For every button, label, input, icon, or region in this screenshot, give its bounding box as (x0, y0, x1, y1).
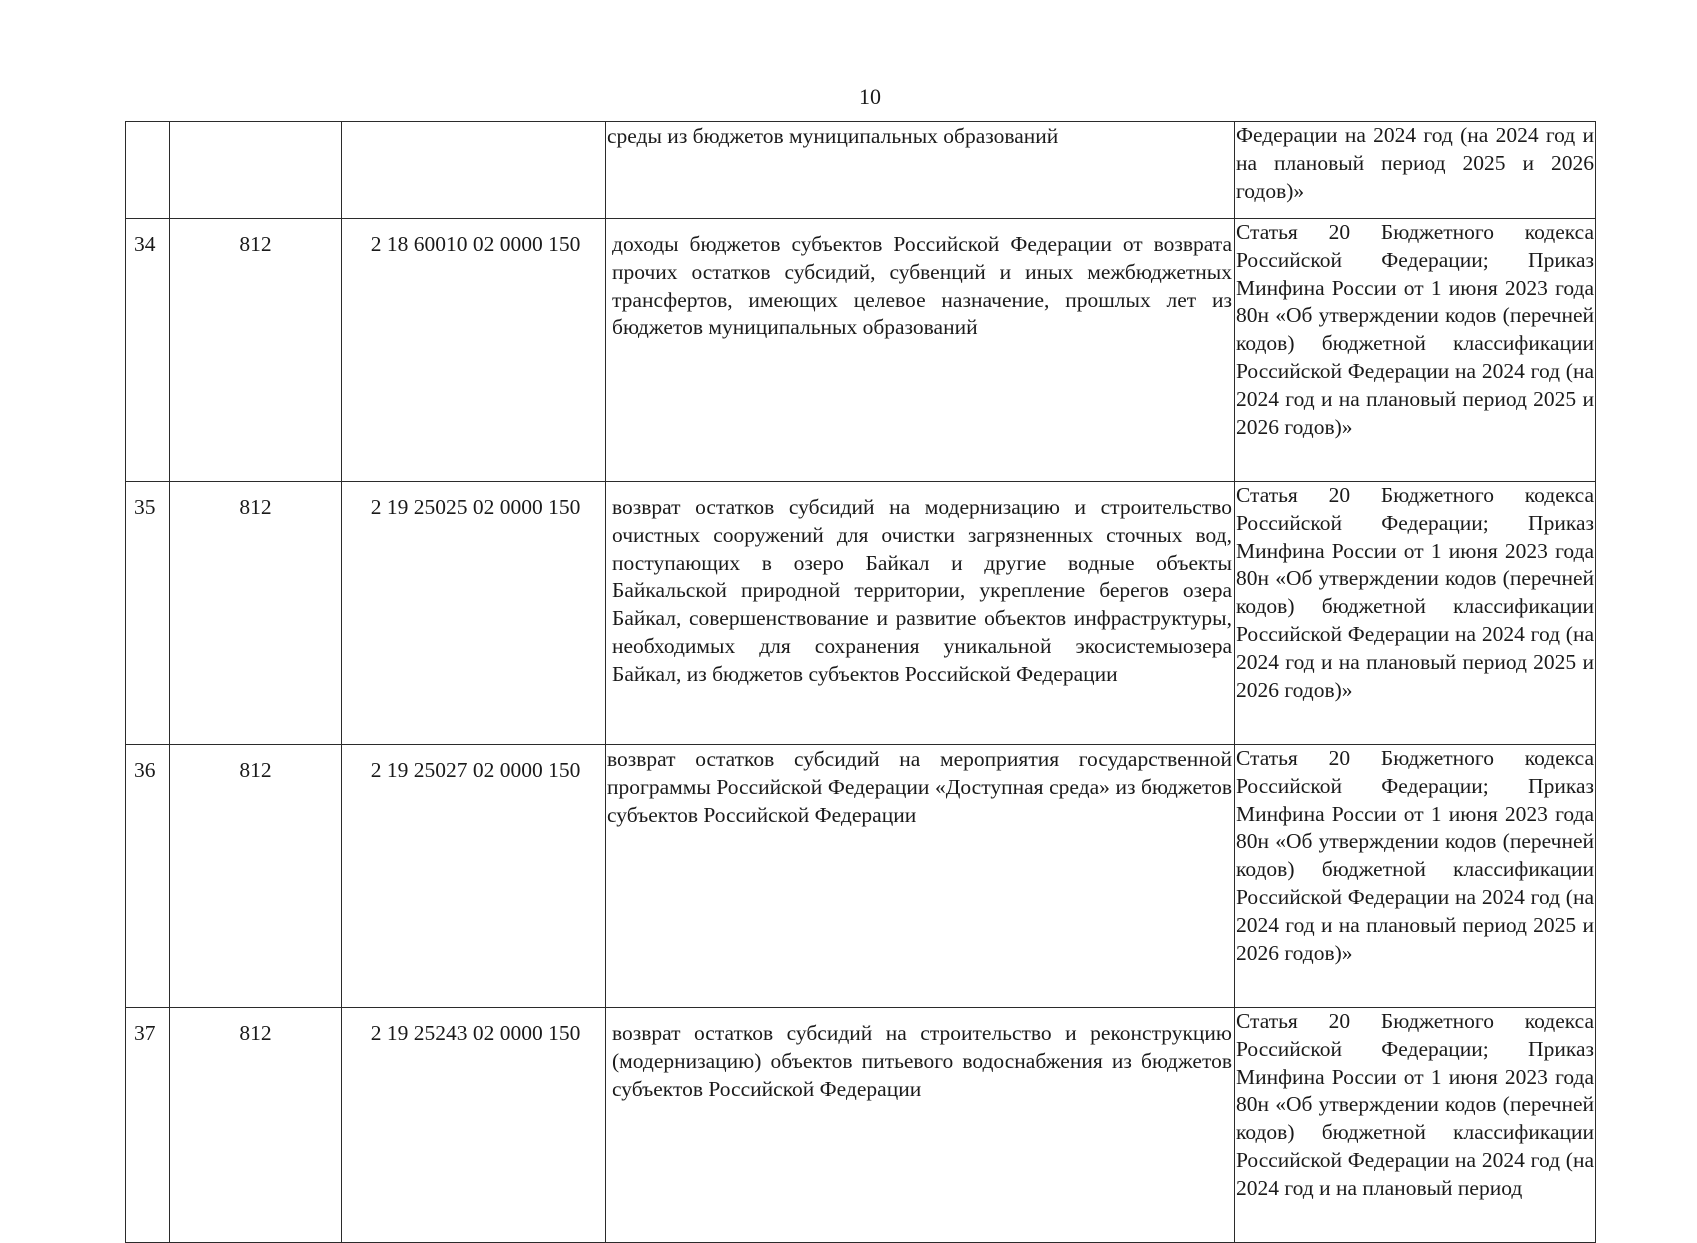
income-name-cell (606, 482, 1235, 745)
legal-basis-cell (1235, 482, 1596, 745)
row-number-cell (126, 122, 170, 219)
admin-code-cell (170, 122, 342, 219)
legal-basis-cell (1235, 745, 1596, 1008)
table-row (126, 482, 1596, 745)
table-row (126, 745, 1596, 1008)
legal-basis-text: Статья 20 Бюджетного кодекса Российской Федерации; Приказ Минфина России от 1 июня 2023 года 80н «Об утверждении кодов (перечней кодов) бюджетной классификации Российской Федерации на 2024 год (на 2024 год и на плановый период 2025 и 2026 годов)» (1236, 746, 1594, 965)
income-name-text: возврат остатков субсидий на модернизацию и строительство очистных сооружений для очистки загрязненных сточных вод, поступающих в озеро Байкал и другие водные объекты Байкальской природной территории, укрепление берегов озера Байкал, совершенствование и развитие объектов инфраструктуры, необходимых для сохранения уникальной экосистемыозера Байкал, из бюджетов субъектов Российской Федерации (612, 495, 1232, 686)
admin-code-cell: 812 (170, 745, 342, 1008)
legal-basis-cell (1235, 122, 1596, 219)
admin-code-cell: 812 (170, 1008, 342, 1243)
legal-basis-cell (1235, 1008, 1596, 1243)
row-number-cell: 37 (126, 1008, 170, 1243)
row-number-cell: 35 (126, 482, 170, 745)
income-name-text: возврат остатков субсидий на строительство и реконструкцию (модернизацию) объектов питьевого водоснабжения из бюджетов субъектов Российской Федерации (612, 1021, 1232, 1101)
income-code-cell: 2 19 25243 02 0000 150 (342, 1008, 606, 1243)
income-code-cell: 2 19 25027 02 0000 150 (342, 745, 606, 1008)
table-row (126, 219, 1596, 482)
admin-code-cell: 812 (170, 219, 342, 482)
income-code-cell: 2 18 60010 02 0000 150 (342, 219, 606, 482)
budget-classification-table (125, 121, 1596, 1243)
income-name-text: доходы бюджетов субъектов Российской Федерации от возврата прочих остатков субсидий, субвенций и иных межбюджетных трансфертов, имеющих целевое назначение, прошлых лет из бюджетов муниципальных образований (612, 232, 1232, 340)
legal-basis-text: Статья 20 Бюджетного кодекса Российской Федерации; Приказ Минфина России от 1 июня 2023 года 80н «Об утверждении кодов (перечней кодов) бюджетной классификации Российской Федерации на 2024 год (на 2024 год и на плановый период 2025 и 2026 годов)» (1236, 220, 1594, 439)
income-name-cell (606, 122, 1235, 219)
legal-basis-cell (1235, 219, 1596, 482)
legal-basis-text: Статья 20 Бюджетного кодекса Российской Федерации; Приказ Минфина России от 1 июня 2023 года 80н «Об утверждении кодов (перечней кодов) бюджетной классификации Российской Федерации на 2024 год (на 2024 год и на плановый период 2025 и 2026 годов)» (1236, 483, 1594, 702)
page-number: 10 (859, 84, 881, 109)
income-name-cell (606, 1008, 1235, 1243)
row-number-cell: 34 (126, 219, 170, 482)
income-name-cell (606, 219, 1235, 482)
income-name-text: возврат остатков субсидий на мероприятия государственной программы Российской Федерации «Доступная среда» из бюджетов субъектов Российской Федерации (607, 747, 1232, 827)
legal-basis-text: Статья 20 Бюджетного кодекса Российской Федерации; Приказ Минфина России от 1 июня 2023 года 80н «Об утверждении кодов (перечней кодов) бюджетной классификации Российской Федерации на 2024 год (на 2024 год и на плановый период (1236, 1009, 1594, 1200)
income-name-cell (606, 745, 1235, 1008)
admin-code-cell: 812 (170, 482, 342, 745)
income-code-cell: 2 19 25025 02 0000 150 (342, 482, 606, 745)
table-row (126, 1008, 1596, 1243)
legal-basis-text: Федерации на 2024 год (на 2024 год и на плановый период 2025 и 2026 годов)» (1236, 123, 1594, 203)
table-row-continuation (126, 122, 1596, 219)
row-number-cell: 36 (126, 745, 170, 1008)
income-code-cell (342, 122, 606, 219)
income-name-text: среды из бюджетов муниципальных образований (607, 124, 1059, 148)
